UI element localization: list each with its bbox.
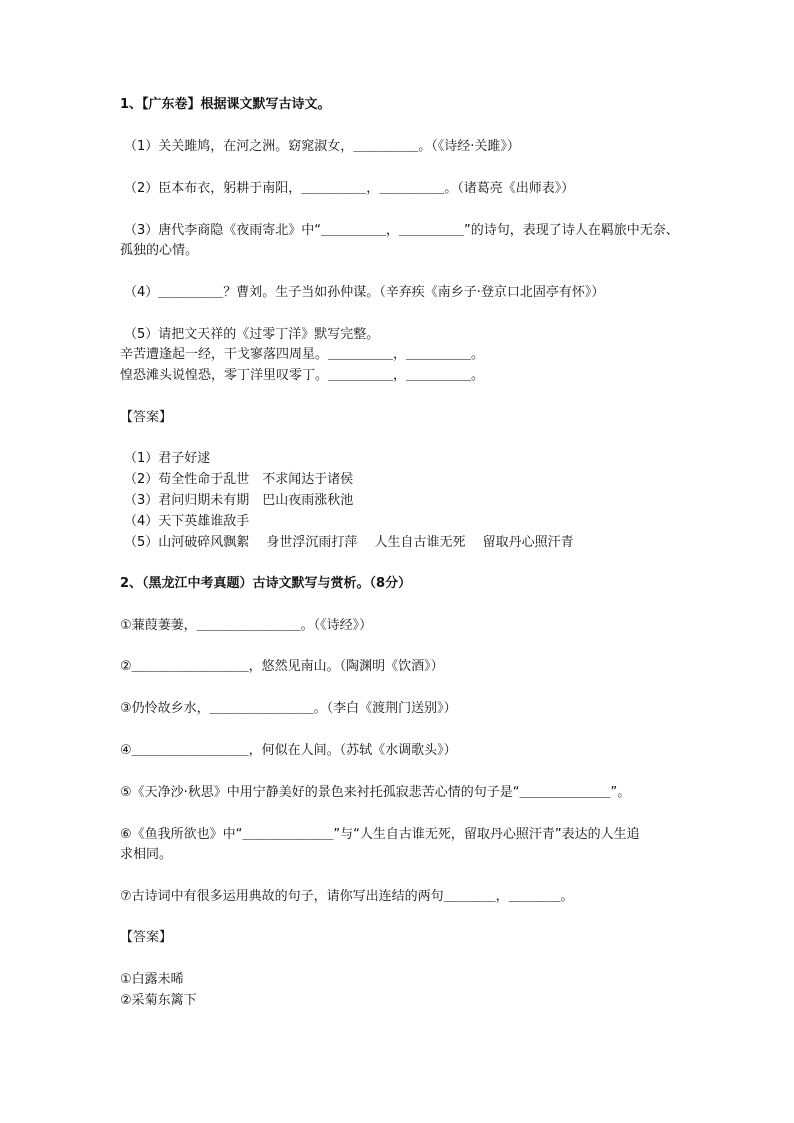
- question-1-item-3-line-1: （3）唐代李商隐《夜雨寄北》中“＿＿＿＿＿，＿＿＿＿＿”的诗句，表现了诗人在羁旅中无奈、: [124, 223, 679, 238]
- question-1-item-5-line-3: 惶恐滩头说惶恐，零丁洋里叹零丁。＿＿＿＿＿，＿＿＿＿＿。: [120, 368, 485, 383]
- answer-1-item: （5）山河破碎风飘絮 身世浮沉雨打萍 人生自古谁无死 留取丹心照汗青: [124, 535, 574, 550]
- question-1-item-5-line-1: （5）请把文天祥的《过零丁洋》默写完整。: [124, 327, 380, 342]
- question-2-item-4: ④＿＿＿＿＿＿＿＿＿，何似在人间。（苏轼《水调歌头》）: [120, 743, 457, 758]
- answer-label-1: 【答案】: [120, 410, 173, 425]
- question-2-item-6-line-1: ⑥《鱼我所欲也》中“＿＿＿＿＿＿＿”与“人生自古谁无死，留取丹心照汗青”表达的人生追: [120, 827, 640, 842]
- question-2-item-1: ①蒹葭萋萋，＿＿＿＿＿＿＿＿。（《诗经》）: [120, 618, 373, 633]
- question-1-item-2: （2）臣本布衣，躬耕于南阳，＿＿＿＿＿，＿＿＿＿＿。（诸葛亮《出师表》）: [124, 181, 575, 196]
- answer-label-2: 【答案】: [120, 930, 173, 945]
- answer-1-item: （3）君问归期未有期 巴山夜雨涨秋池: [124, 493, 354, 508]
- question-1-title: 1、【广东卷】根据课文默写古诗文。: [120, 97, 331, 112]
- answer-2-item: ②采菊东篱下: [120, 993, 197, 1008]
- answer-1-item: （4）天下英雄谁敌手: [124, 514, 250, 529]
- answer-1-item: （2）苟全性命于乱世 不求闻达于诸侯: [124, 472, 354, 487]
- question-1-item-1: （1）关关雎鸠，在河之洲。窈窕淑女，＿＿＿＿＿。（《诗经·关雎》）: [124, 139, 520, 154]
- question-2-item-3: ③仍怜故乡水，＿＿＿＿＿＿＿＿。（李白《渡荆门送别》）: [120, 701, 457, 716]
- question-2-item-2: ②＿＿＿＿＿＿＿＿＿，悠然见南山。（陶渊明《饮酒》）: [120, 659, 444, 674]
- question-2-item-6-line-2: 求相同。: [120, 847, 173, 862]
- question-2-item-5: ⑤《天净沙·秋思》中用宁静美好的景色来衬托孤寂悲苦心情的句子是“＿＿＿＿＿＿＿”。: [120, 785, 631, 800]
- answer-1-item: （1）君子好逑: [124, 451, 211, 466]
- question-1-item-5-line-2: 辛苦遭逢起一经，干戈寥落四周星。＿＿＿＿＿，＿＿＿＿＿。: [120, 347, 485, 362]
- question-2-title: 2、（黑龙江中考真题）古诗文默写与赏析。（8分）: [120, 576, 412, 591]
- question-1-item-3-line-2: 孤独的心情。: [120, 243, 199, 258]
- question-2-item-7: ⑦古诗词中有很多运用典故的句子，请你写出连结的两句＿＿＿＿，＿＿＿＿。: [120, 889, 574, 904]
- answer-2-item: ①白露未晞: [120, 972, 184, 987]
- question-1-item-4: （4）＿＿＿＿＿？曹刘。生子当如孙仲谋。（辛弃疾《南乡子·登京口北固亭有怀》）: [124, 285, 605, 300]
